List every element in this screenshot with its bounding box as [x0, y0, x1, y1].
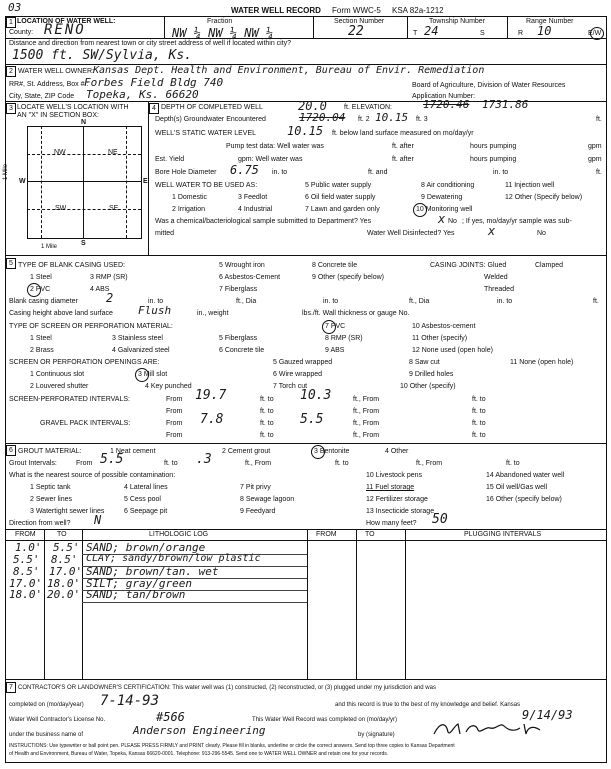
contam-7: 7 Pit privy	[240, 484, 271, 491]
opening-3-circle	[135, 368, 149, 382]
rule	[44, 529, 45, 679]
compass-s: S	[81, 240, 86, 247]
range-r: R	[518, 30, 524, 37]
screen-from-label-2: From	[166, 408, 183, 415]
screen-ft-from: ft., From	[353, 396, 380, 403]
rule	[41, 126, 42, 238]
location-label: LOCATION OF WATER WELL:	[17, 18, 116, 25]
grout-3: 3 Bentonite	[314, 448, 350, 455]
rule	[405, 529, 406, 679]
chem-no: No	[448, 218, 457, 225]
height-label: Casing height above land surface	[9, 310, 113, 317]
completed-value: 7-14-93	[100, 693, 160, 709]
rule	[5, 38, 607, 39]
certification-text: CONTRACTOR'S OR LANDOWNER'S CERTIFICATION: This water well was (1) constructed, (2) reconstructed, or (3) plugged under my jurisdiction and was	[18, 685, 436, 691]
gravel-ft-to-4: ft. to	[472, 432, 486, 439]
use-1: 1 Domestic	[172, 194, 208, 201]
groundwater-value: 10.15	[375, 111, 409, 124]
grout-label: GROUT MATERIAL:	[18, 448, 82, 455]
static-rest: ft. below land surface measured on mo/day/yr	[332, 130, 474, 137]
elevation-value: 1731.86	[482, 98, 529, 111]
section-number-7: 7	[6, 682, 16, 693]
corner-mark: 03	[8, 1, 22, 14]
screen-12: 12 None used (open hole)	[412, 347, 493, 354]
rule	[5, 16, 607, 17]
section-number-6: 6	[6, 445, 16, 456]
grout-ft-to: ft. to	[164, 460, 178, 467]
screen-7: 7 PVC	[325, 323, 346, 330]
completed-label: completed on (mo/day/year)	[9, 702, 84, 708]
contam-12: 12 Fertilizer storage	[366, 496, 428, 503]
form-number: Form WWC-5	[332, 6, 381, 15]
pump-gpm: gpm	[588, 143, 602, 150]
grout-from-value: 5.5	[100, 452, 124, 467]
screen-2: 2 Brass	[30, 347, 54, 354]
section-label: Section Number	[334, 18, 385, 25]
blank-dia-value: 2	[106, 291, 114, 305]
log-row-desc: SAND; brown/orange	[86, 541, 206, 554]
yield-label: Est. Yield	[155, 156, 185, 163]
gravel-from-label: From	[166, 420, 183, 427]
section-number-1: 1	[6, 17, 16, 28]
screen-1: 1 Steel	[30, 335, 52, 342]
mitted: mitted	[155, 230, 175, 237]
disinfected-label: Water Well Disinfected? Yes	[367, 230, 455, 237]
casing-8: 8 Concrete tile	[312, 262, 358, 269]
log-row-from: 1.0'	[15, 541, 42, 554]
casing-6: 6 Asbestos-Cement	[219, 274, 281, 281]
openings-label: SCREEN OR PERFORATION OPENINGS ARE:	[9, 359, 160, 366]
gravel-label: GRAVEL PACK INTERVALS:	[40, 420, 131, 427]
disinfected-no: No	[537, 230, 546, 237]
bore-value: 6.75	[230, 163, 259, 177]
grout-ft-from: ft., From	[245, 460, 272, 467]
opening-6: 6 Wire wrapped	[273, 371, 323, 378]
rule	[164, 16, 165, 38]
blank-ft-dia-2: ft., Dia	[409, 298, 430, 305]
compass-n: N	[81, 119, 87, 126]
screen-11: 11 Other (specify)	[412, 335, 468, 342]
grout-to-value: .3	[196, 452, 212, 467]
opening-10: 10 Other (specify)	[400, 383, 456, 390]
grout-4: 4 Other	[385, 448, 409, 455]
log-from-header: FROM	[15, 531, 36, 538]
joints-threaded: Threaded	[484, 286, 514, 293]
contam-11: 11 Fuel storage	[366, 484, 415, 491]
board-label: Board of Agriculture, Division of Water Resources	[412, 82, 566, 89]
blank-ft-dia: ft., Dia	[236, 298, 257, 305]
height-lbs: lbs./ft. Wall thickness or gauge No.	[302, 310, 410, 317]
rule	[313, 16, 314, 38]
contam-6: 6 Seepage pit	[124, 508, 168, 515]
county-label: County:	[9, 29, 34, 36]
rule	[5, 443, 607, 444]
section-number-4: 4	[149, 103, 159, 114]
fraction-label: Fraction	[207, 18, 233, 25]
use-8: 8 Air conditioning	[421, 182, 475, 189]
contam-16: 16 Other (specify below)	[486, 496, 562, 503]
locate-label-2: AN "X" IN SECTION BOX:	[17, 112, 99, 119]
grout-ft-to-3: ft. to	[506, 460, 520, 467]
rule	[148, 101, 149, 255]
joints-welded: Welded	[484, 274, 508, 281]
contam-9: 9 Feedyard	[240, 508, 276, 515]
rule	[126, 126, 127, 238]
address-value: Forbes Field Bldg 740	[84, 76, 224, 89]
casing-3: 3 RMP (SR)	[90, 274, 128, 281]
address-label: RR#, St. Address, Box # :	[9, 81, 89, 88]
grout-3-circle	[311, 445, 325, 459]
contam-1: 1 Septic tank	[30, 484, 71, 491]
opening-11: 11 None (open hole)	[510, 359, 574, 366]
gw-ft-2: ft. 2	[358, 116, 370, 123]
log-row-from: 8.5'	[13, 565, 40, 578]
rule	[407, 16, 408, 38]
rule	[5, 255, 607, 256]
use-9: 9 Dewatering	[421, 194, 463, 201]
city-label: City, State, ZIP Code	[9, 93, 75, 100]
quadrant-ne: NE	[108, 149, 118, 156]
chem-no-mark: x	[438, 212, 446, 226]
log-to-header: TO	[57, 531, 67, 538]
owner-label: WATER WELL OWNER:	[18, 68, 94, 75]
blank-in-to: in. to	[148, 298, 164, 305]
screen-ft-to-3: ft. to	[260, 408, 274, 415]
direction-value: N	[94, 513, 102, 527]
log-row-desc: SAND; tan/brown	[86, 588, 186, 601]
use-4: 4 Industrial	[238, 206, 273, 213]
blank-in-to-2: in. to	[323, 298, 339, 305]
opening-1: 1 Continuous slot	[30, 371, 85, 378]
township-value: 24	[424, 24, 439, 38]
screen-ft-from-2: ft., From	[353, 408, 380, 415]
how-many-label: How many feet?	[366, 520, 417, 527]
depth-value: 20.0	[298, 99, 327, 113]
how-many-value: 50	[432, 512, 448, 527]
owner-value: Kansas Dept. Health and Environment, Bureau of Envir. Remediation	[93, 65, 485, 76]
gravel-from-value: 7.8	[200, 412, 224, 427]
business-label: under the business name of	[9, 732, 84, 738]
yield-gpm-well: gpm: Well water was	[238, 156, 303, 163]
range-value: 10	[537, 24, 552, 38]
opening-2: 2 Louvered shutter	[30, 383, 89, 390]
application-label: Application Number:	[412, 93, 476, 100]
screen-8: 8 RMP (SR)	[325, 335, 363, 342]
casing-2-circle	[27, 283, 41, 297]
elevation-label: ft. ELEVATION:	[344, 104, 392, 111]
range-label: Range Number	[526, 18, 574, 25]
use-7: 7 Lawn and garden only	[305, 206, 380, 213]
contam-question: What is the nearest source of possible contamination:	[9, 472, 176, 479]
township-t: T	[413, 30, 418, 37]
gw-ft-3: ft. 3	[416, 116, 428, 123]
rule	[5, 679, 607, 680]
chem-if: ; If yes, mo/day/yr sample was sub-	[462, 218, 572, 225]
screen-6: 6 Concrete tile	[219, 347, 265, 354]
yield-ft-after: ft. after	[392, 156, 414, 163]
bore-ft-and: ft. and	[368, 169, 388, 176]
rule	[507, 16, 508, 38]
contam-8: 8 Sewage lagoon	[240, 496, 295, 503]
blank-in-to-3: in. to	[497, 298, 513, 305]
blank-dia-label: Blank casing diameter	[9, 298, 78, 305]
quadrant-se: SE	[109, 205, 119, 212]
use-2: 2 Irrigation	[172, 206, 206, 213]
township-s: S	[480, 30, 485, 37]
static-value: 10.15	[287, 124, 324, 138]
business-value: Anderson Engineering	[133, 724, 266, 737]
rule	[5, 16, 6, 762]
log-from2-header: FROM	[316, 531, 337, 538]
screen-from-label: From	[166, 396, 183, 403]
screen-intervals-label: SCREEN-PERFORATED INTERVALS:	[9, 396, 130, 403]
depth-label: DEPTH OF COMPLETED WELL	[161, 104, 263, 111]
log-row-to: 17.0'	[49, 565, 83, 578]
grout-ft-to-2: ft. to	[335, 460, 349, 467]
gw-ft: ft.	[596, 116, 602, 123]
section-number-2: 2	[6, 66, 16, 77]
log-plugging-header: PLUGGING INTERVALS	[464, 531, 542, 538]
use-10: 10 Monitoring well	[416, 206, 473, 213]
grout-intervals-label: Grout Intervals:	[9, 460, 57, 467]
use-5: 5 Public water supply	[305, 182, 372, 189]
screen-3: 3 Stainless steel	[112, 335, 163, 342]
county-value: RENO	[44, 22, 86, 38]
pump-ft-after: ft. after	[392, 143, 414, 150]
rule	[27, 154, 141, 155]
gravel-ft-to-2: ft. to	[472, 420, 486, 427]
record-completed: This Water Well Record was completed on (mo/day/yr)	[252, 717, 398, 723]
blank-ft: ft.	[593, 298, 599, 305]
log-row-to: 8.5'	[51, 553, 78, 566]
rule	[356, 529, 357, 679]
height-value: Flush	[138, 304, 172, 317]
gravel-ft-from-2: ft., From	[353, 432, 380, 439]
mile-label: 1 Mile	[3, 163, 9, 180]
contam-15: 15 Oil well/Gas well	[486, 484, 548, 491]
yield-hours: hours pumping	[470, 156, 517, 163]
opening-5: 5 Gauzed wrapped	[273, 359, 333, 366]
compass-w: W	[19, 178, 26, 185]
grout-2: 2 Cement grout	[222, 448, 271, 455]
section-number-5: 5	[6, 258, 16, 269]
use-3: 3 Feedlot	[238, 194, 268, 201]
use-12: 12 Other (Specify below)	[505, 194, 583, 201]
instructions-line-2: of Health and Environment, Bureau of Water, Topeka, Kansas 66620-0001. Telephone: 913-296-5545. Send one to WATER WELL OWNER and retain one for your records.	[9, 751, 389, 757]
bore-in-to: in. to	[272, 169, 288, 176]
city-value: Topeka, Ks. 66620	[86, 88, 199, 101]
rule	[5, 529, 607, 530]
log-litho-header: LITHOLOGIC LOG	[149, 531, 209, 538]
log-row-desc: SAND; brown/tan. wet	[86, 565, 219, 578]
log-row-from: 5.5'	[13, 553, 40, 566]
log-row-from: 17.0'	[9, 577, 43, 590]
bore-label: Bore Hole Diameter	[155, 169, 217, 176]
gravel-ft-from: ft., From	[353, 420, 380, 427]
log-row-to: 20.0'	[47, 588, 81, 601]
range-ew: E/W	[588, 30, 602, 37]
license-value: #566	[156, 710, 185, 724]
section-value: 22	[348, 24, 364, 39]
direction-label: Direction from well?	[9, 520, 71, 527]
opening-7: 7 Torch cut	[273, 383, 308, 390]
use-10-circle	[413, 203, 427, 217]
yield-gpm: gpm	[588, 156, 602, 163]
fraction-value: NW ¼ NW ¼ NW ¼	[172, 26, 274, 40]
mile-label-bottom: 1 Mile	[41, 244, 58, 250]
gravel-from-label-2: From	[166, 432, 183, 439]
gravel-ft-to-3: ft. to	[260, 432, 274, 439]
use-6: 6 Oil field water supply	[305, 194, 376, 201]
joints-clamped: Clamped	[535, 262, 564, 269]
screen-from-value: 19.7	[195, 388, 227, 403]
opening-8: 8 Saw cut	[409, 359, 440, 366]
bore-ft: ft.	[596, 169, 602, 176]
rule	[27, 209, 141, 210]
screen-to-value: 10.3	[300, 388, 332, 403]
rule	[606, 16, 607, 762]
rule	[27, 181, 141, 182]
chem-question: Was a chemical/bacteriological sample submitted to Department? Yes	[155, 218, 372, 225]
opening-4: 4 Key punched	[145, 383, 192, 390]
casing-1: 1 Steel	[30, 274, 52, 281]
casing-label: TYPE OF BLANK CASING USED:	[18, 262, 125, 269]
distance-value: 1500 ft. SW/Sylvia, Ks.	[12, 48, 193, 63]
contam-13: 13 Insecticide storage	[366, 508, 435, 515]
joints-label: CASING JOINTS: Glued	[430, 262, 507, 269]
screen-ft-to: ft. to	[260, 396, 274, 403]
contam-2: 2 Sewer lines	[30, 496, 73, 503]
contam-5: 5 Cess pool	[124, 496, 161, 503]
screen-7-circle	[322, 320, 336, 334]
used-as-label: WELL WATER TO BE USED AS:	[155, 182, 258, 189]
rule	[82, 602, 307, 603]
license-label: Water Well Contractor's License No.	[9, 717, 106, 723]
grout-ft-from-2: ft., From	[416, 460, 443, 467]
screen-ft-to-4: ft. to	[472, 408, 486, 415]
grout-1: 1 Neat cement	[110, 448, 156, 455]
log-row-desc: SILT; gray/green	[86, 577, 192, 590]
height-weight: in., weight	[197, 310, 229, 317]
elevation-struck: 1720.46	[423, 98, 470, 111]
contam-10: 10 Livestock pens	[366, 472, 423, 479]
instructions-line-1: INSTRUCTIONS: Use typewriter or ball point pen. PLEASE PRESS FIRMLY and PRINT clearly. Please fill in blanks, underline or circle the correct answers. Send top three copies to Kansas Department	[9, 743, 455, 749]
section-number-3: 3	[6, 103, 16, 114]
gravel-to-value: 5.5	[300, 412, 324, 427]
rule	[5, 762, 607, 763]
screen-9: 9 ABS	[325, 347, 345, 354]
locate-label-1: LOCATE WELL'S LOCATION WITH	[17, 104, 129, 111]
rule	[83, 126, 84, 238]
screen-4: 4 Galvanized steel	[112, 347, 170, 354]
ksa-number: KSA 82a-1212	[392, 6, 444, 15]
quadrant-sw: SW	[55, 205, 67, 212]
screen-5: 5 Fiberglass	[219, 335, 258, 342]
opening-9: 9 Drilled holes	[409, 371, 454, 378]
casing-9: 9 Other (specify below)	[312, 274, 384, 281]
pump-label: Pump test data: Well water was	[226, 143, 324, 150]
signature	[430, 720, 550, 738]
bore-in-to-2: in. to	[493, 169, 509, 176]
log-row-desc: CLAY; sandy/brown/low plastic	[86, 553, 261, 564]
log-row-from: 18.0'	[9, 588, 43, 601]
groundwater-struck: 1720.04	[299, 111, 346, 124]
groundwater-label: Depth(s) Groundwater Encountered	[155, 116, 266, 123]
compass-e: E	[143, 178, 148, 185]
rule	[307, 529, 308, 679]
gravel-ft-to: ft. to	[260, 420, 274, 427]
use-11: 11 Injection well	[505, 182, 555, 189]
disinfected-mark: x	[488, 224, 496, 238]
static-label: WELL'S STATIC WATER LEVEL	[155, 130, 257, 137]
quadrant-nw: NW	[54, 149, 66, 156]
log-to2-header: TO	[365, 531, 375, 538]
by-signature: by (signature)	[358, 732, 395, 738]
casing-7: 7 Fiberglass	[219, 286, 258, 293]
contam-4: 4 Lateral lines	[124, 484, 168, 491]
log-row-to: 5.5'	[53, 541, 80, 554]
log-row-to: 18.0'	[47, 577, 81, 590]
distance-label: Distance and direction from nearest town or city street address of well if located within city?	[9, 40, 292, 47]
contam-3: 3 Watertight sewer lines	[30, 508, 105, 515]
section-box[interactable]	[27, 126, 142, 239]
grout-from-label: From	[76, 460, 93, 467]
form-title: WATER WELL RECORD	[231, 6, 321, 15]
opening-3: 3 Mill slot	[138, 371, 168, 378]
pump-hours: hours pumping	[470, 143, 517, 150]
rule	[82, 529, 83, 679]
contam-14: 14 Abandoned water well	[486, 472, 565, 479]
casing-2: 2 PVC	[30, 286, 51, 293]
record-true: and this record is true to the best of my knowledge and belief. Kansas	[335, 702, 521, 708]
casing-4: 4 ABS	[90, 286, 110, 293]
township-label: Township Number	[429, 18, 486, 25]
screen-label: TYPE OF SCREEN OR PERFORATION MATERIAL:	[9, 323, 173, 330]
screen-10: 10 Asbestos-cement	[412, 323, 476, 330]
screen-ft-to-2: ft. to	[472, 396, 486, 403]
record-date: 9/14/93	[522, 708, 573, 722]
casing-5: 5 Wrought iron	[219, 262, 265, 269]
